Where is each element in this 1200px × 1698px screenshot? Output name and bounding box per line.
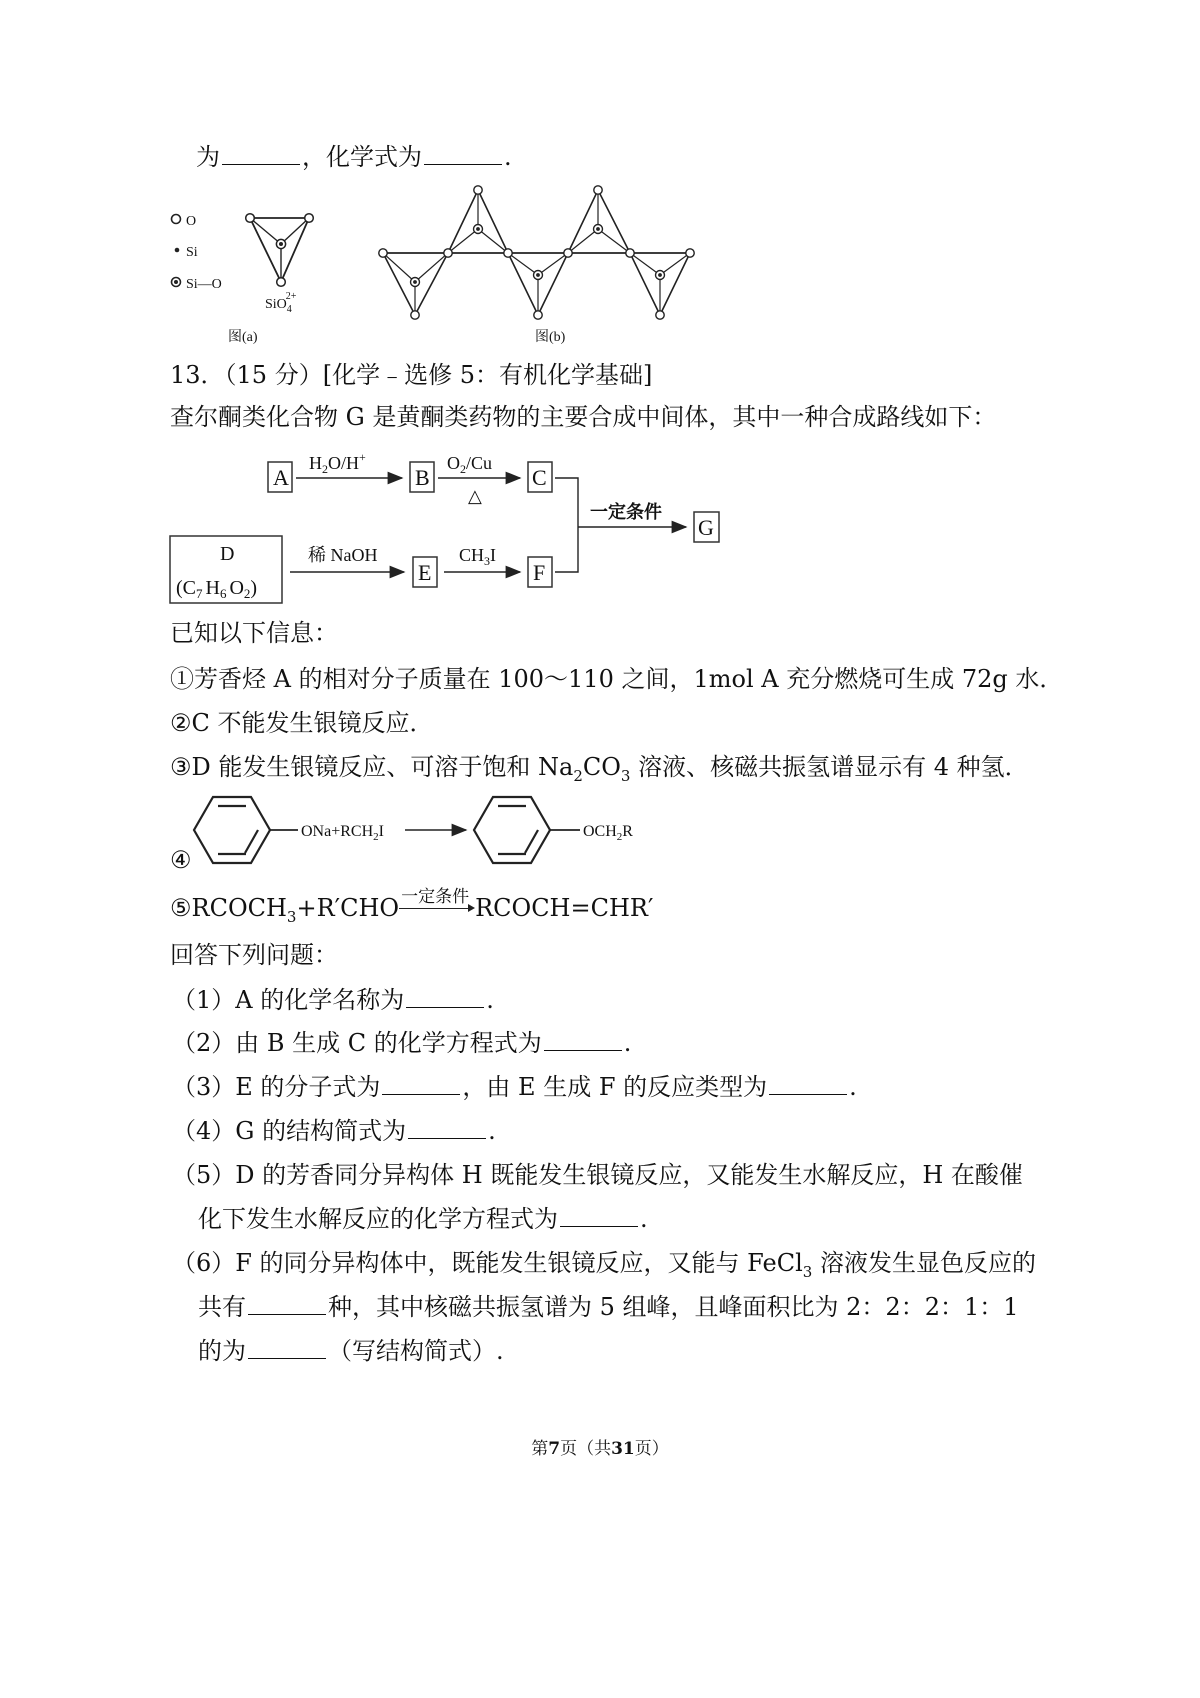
box-d-label: D <box>220 543 235 565</box>
box-c-label: C <box>532 465 547 490</box>
question-6-line-1: （6）F 的同分异构体中，既能发生银镜反应，又能与 FeCl$_3$ 溶液发生显色反应的 <box>172 1249 1036 1281</box>
legend-o-marker <box>172 215 181 224</box>
page-footer: 第7页（共31页） <box>531 1439 669 1459</box>
legend-sio-dot <box>174 280 178 284</box>
answer-blank <box>406 985 484 1008</box>
question-3: （3）E 的分子式为 ，由 E 生成 F 的反应类型为 . <box>172 1073 857 1101</box>
legend-si-marker <box>175 248 180 253</box>
legend-sio-label: Si—O <box>186 277 222 292</box>
reagent-ch3i: $CH_3I$ <box>459 545 497 568</box>
question-6-line-3: 的为 （写结构简式）. <box>198 1337 504 1365</box>
synthesis-scheme <box>165 440 735 610</box>
legend-si-label: Si <box>186 245 198 260</box>
fig-b-chain <box>379 186 694 319</box>
box-g-label: G <box>698 515 714 540</box>
question-6-line-2: 共有 种，其中核磁共振氢谱为 5 组峰，且峰面积比为 2：2：2：1：1 <box>198 1293 1019 1321</box>
info-5: $⑤RCOCH_3+R'CHO$ 一定条件 RCOCH=CHR′ <box>170 887 654 926</box>
answer-title: 回答下列问题： <box>170 941 338 969</box>
question-5-line-1: （5）D 的芳香同分异构体 H 既能发生银镜反应，又能发生水解反应，H 在酸催 <box>172 1161 1023 1189</box>
info-1: ①芳香烃 A 的相对分子质量在 100～110 之间，1mol A 充分燃烧可生成 72g 水． <box>170 665 1064 693</box>
known-title: 已知以下信息： <box>170 619 338 647</box>
box-d-formula: ($C_7$ $H_6$ $O_2$) <box>176 577 258 601</box>
box-f-label: F <box>533 560 546 585</box>
q13-intro: 查尔酮类化合物 G 是黄酮类药物的主要合成中间体，其中一种合成路线如下： <box>170 403 997 431</box>
legend-o-label: O <box>186 214 197 229</box>
fig-a-tetrahedron <box>246 214 314 287</box>
figure-legend <box>172 214 222 292</box>
reagent-h2o: $H_2O/H^+$ <box>309 450 366 476</box>
info-3: ③D 能发生银镜反应、可溶于饱和 $Na_2CO_3$ 溶液、核磁共振氢谱显示有 4 种氢． <box>170 753 1029 785</box>
top-line-end: . <box>504 143 512 171</box>
benzene-ring-left <box>194 797 298 863</box>
top-line-mid: ，化学式为 <box>302 143 422 171</box>
top-line <box>196 142 512 172</box>
info-4-marker: ④ <box>170 848 192 874</box>
silicate-figure <box>160 180 720 355</box>
reagent-o2cu: $O_2/Cu$ <box>447 453 493 476</box>
answer-blank <box>408 1116 486 1139</box>
answer-blank <box>382 1072 460 1095</box>
question-4: （4）G 的结构简式为 . <box>172 1117 496 1145</box>
answer-blank <box>769 1072 847 1095</box>
answer-blank <box>248 1292 326 1315</box>
merge-bracket <box>555 478 578 572</box>
info-2: ②C 不能发生银镜反应． <box>170 709 434 737</box>
heat-symbol: △ <box>468 486 482 506</box>
answer-blank <box>248 1336 326 1359</box>
top-line-prefix: 为 <box>196 143 220 171</box>
answer-blank <box>560 1204 638 1227</box>
box-a-label: A <box>273 465 289 490</box>
box-b-label: B <box>415 465 430 490</box>
question-1: （1）A 的化学名称为 . <box>172 986 494 1014</box>
info-4-reactants: $ONa+RCH_2I$ <box>301 823 384 843</box>
box-e-label: E <box>418 560 432 585</box>
answer-blank <box>222 142 300 165</box>
reagent-naoh: 稀 NaOH <box>308 545 378 565</box>
fig-b-caption: 图(b) <box>535 330 566 345</box>
answer-blank <box>424 142 502 165</box>
q13-header: 13．（15 分）[化学﹣选修 5：有机化学基础] <box>170 361 653 389</box>
question-5-line-2: 化下发生水解反应的化学方程式为 . <box>198 1205 648 1233</box>
info-4-product: $OCH_2R$ <box>583 823 633 843</box>
condition-label: 一定条件 <box>590 502 662 522</box>
answer-blank <box>544 1028 622 1051</box>
fig-a-ion-label: SiO$_4$2+ <box>265 291 297 315</box>
benzene-ring-right <box>474 797 580 863</box>
fig-a-caption: 图(a) <box>228 330 258 345</box>
question-2: （2）由 B 生成 C 的化学方程式为 . <box>172 1029 632 1057</box>
info-4-reaction <box>165 790 665 880</box>
info-5-arrow: 一定条件 <box>399 892 475 916</box>
